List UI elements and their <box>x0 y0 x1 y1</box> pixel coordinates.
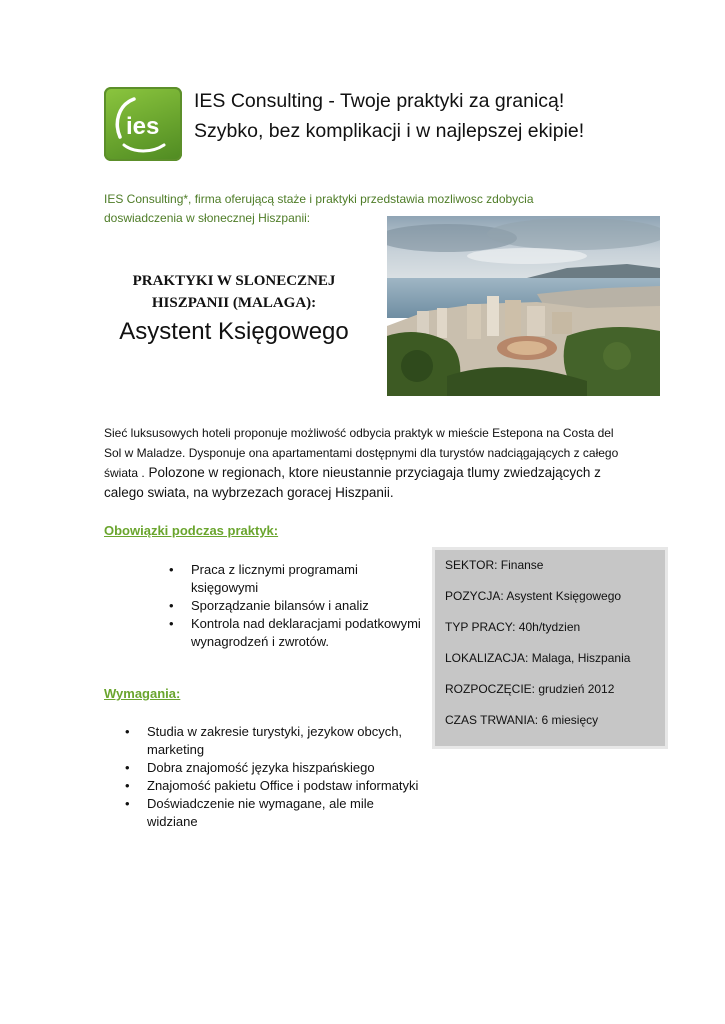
duties-heading: Obowiązki podczas praktyk: <box>104 523 279 538</box>
info-start: ROZPOCZĘCIE: grudzień 2012 <box>445 682 615 696</box>
list-item: • Sporządzanie bilansów i analiz <box>191 597 426 615</box>
list-item: • Praca z licznymi programami księgowymi <box>191 561 426 597</box>
list-item: • Dobra znajomość języka hiszpańskiego <box>147 759 422 777</box>
description-part2: Polozone w regionach, ktore nieustannie przyciagaja tlumy zwiedzających z calego swiata, na wybrzezach goracej Hiszpanii. <box>104 465 601 500</box>
list-item: • Znajomość pakietu Office i podstaw informatyki <box>147 777 422 795</box>
info-position: POZYCJA: Asystent Księgowego <box>445 589 622 603</box>
requirements-heading: Wymagania: <box>104 686 181 701</box>
offer-position: Asystent Księgowego <box>119 318 349 345</box>
ies-logo-graphic <box>104 87 182 161</box>
info-duration: CZAS TRWANIA: 6 miesięcy <box>445 713 599 727</box>
info-location: LOKALIZACJA: Malaga, Hiszpania <box>445 651 631 665</box>
info-work-type: TYP PRACY: 40h/tydzien <box>445 620 581 634</box>
job-info-box <box>432 547 668 749</box>
list-item: • Kontrola nad deklaracjami podatkowymi wynagrodzeń i zwrotów. <box>191 615 426 651</box>
offer-title-line2: HISZPANII (MALAGA): <box>151 295 317 311</box>
header-title: IES Consulting - Twoje praktyki za granicą! <box>194 90 565 112</box>
info-sector: SEKTOR: Finanse <box>445 558 544 572</box>
list-item: • Doświadczenie nie wymagane, ale mile widziane <box>147 795 422 831</box>
ies-logo <box>104 87 182 161</box>
logo-text: ies <box>126 113 160 140</box>
requirements-list <box>147 723 422 831</box>
description <box>104 423 634 503</box>
header-subtitle: Szybko, bez komplikacji i w najlepszej ekipie! <box>194 120 585 142</box>
duties-list <box>191 561 426 651</box>
offer-title-block <box>104 270 364 346</box>
description-part1: Sieć luksusowych hoteli proponuje możliwość odbycia praktyk w mieście Estepona na Costa del Sol w Maladze. Dysponuje ona apartamentami dostępnymi dla turystów nadciągających z całego świata . <box>104 426 619 480</box>
intro-text: IES Consulting*, firma oferującą staże i praktyki przedstawia mozliwosc zdobycia doswiadczenia w słonecznej Hiszpanii: <box>104 192 534 225</box>
list-item: • Studia w zakresie turystyki, jezykow obcych, marketing <box>147 723 422 759</box>
offer-title-line1: PRAKTYKI W SLONECZNEJ <box>132 273 336 289</box>
malaga-photo <box>387 216 660 396</box>
